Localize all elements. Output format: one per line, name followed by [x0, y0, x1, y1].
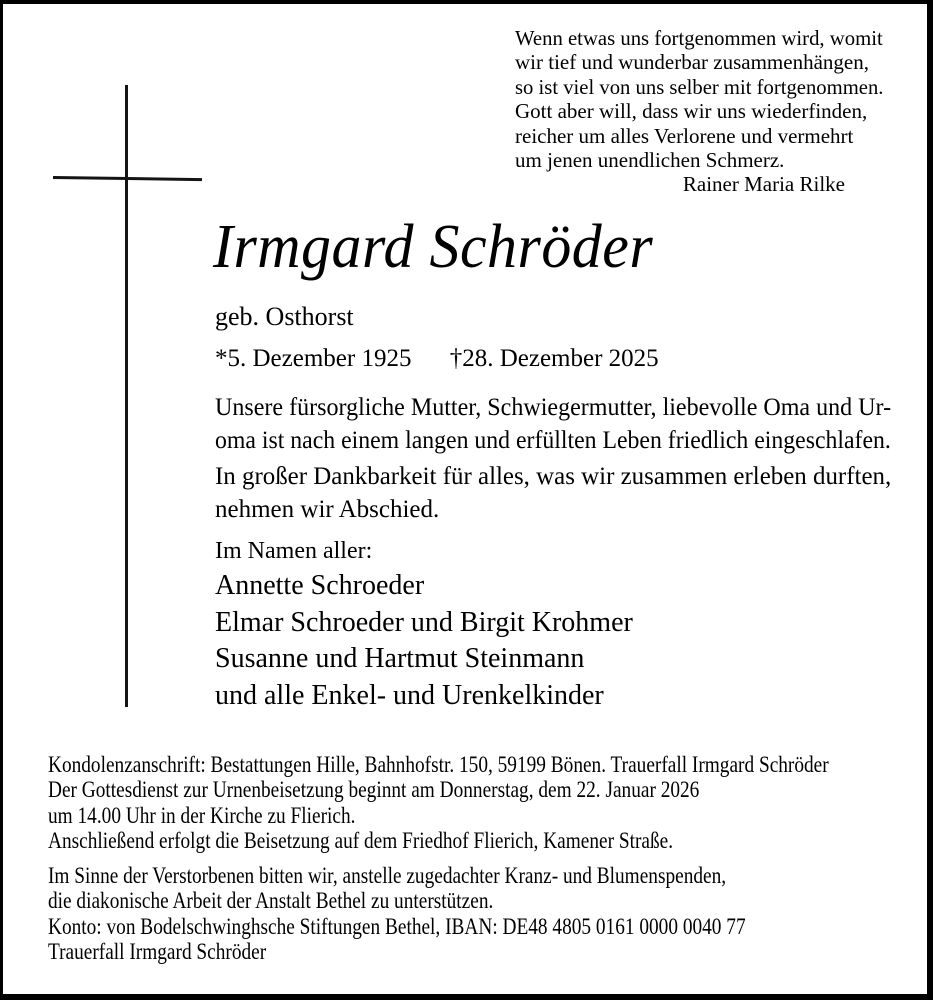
birth-date: *5. Dezember 1925 [215, 345, 412, 372]
poem-line: Wenn etwas uns fortgenommen wird, womit [515, 26, 883, 50]
poem-line: um jenen unendlichen Schmerz. [515, 148, 785, 173]
mourners-list [215, 535, 891, 714]
paragraph-line: nehmen wir Abschied. [215, 495, 440, 523]
deceased-name: Irmgard Schröder [213, 213, 654, 281]
life-dates [215, 345, 659, 373]
mourner-name: Susanne und Hartmut Steinmann [215, 643, 585, 675]
poem [515, 26, 883, 197]
footer-line: Der Gottesdienst zur Urnenbeisetzung beginnt am Donnerstag, dem 22. Januar 2026 [48, 777, 700, 803]
footer-line: Anschließend erfolgt die Beisetzung auf dem Friedhof Flierich, Kamener Straße. [48, 827, 674, 853]
donation-info [48, 863, 896, 964]
mourner-name: Annette Schroeder [215, 570, 425, 601]
paragraph-line: In großer Dankbarkeit für alles, was wir zusammen erleben durften, [215, 463, 892, 490]
paragraph-line: Unsere fürsorgliche Mutter, Schwiegermutter, liebevolle Oma und Ur- [215, 394, 892, 421]
footer-line: Kondolenzanschrift: Bestattungen Hille, Bahnhofstr. 150, 59199 Bönen. Trauerfall Irmgard Schröder [48, 752, 829, 777]
maiden-name: geb. Osthorst [215, 302, 354, 331]
footer-line: Im Sinne der Verstorbenen bitten wir, anstelle zugedachter Kranz- und Blumenspenden, [48, 863, 727, 888]
mourner-name: Elmar Schroeder und Birgit Krohmer [215, 606, 633, 638]
mourner-name: und alle Enkel- und Urenkelkinder [215, 679, 604, 711]
poem-attribution: Rainer Maria Rilke [682, 172, 845, 197]
footer-line: die diakonische Arbeit der Anstalt Bethel zu unterstützen. [48, 888, 494, 914]
footer-line: Konto: von Bodelschwinghsche Stiftungen Bethel, IBAN: DE48 4805 0161 0000 0040 77 [48, 913, 746, 939]
poem-line: so ist viel von uns selber mit fortgenommen. [515, 74, 884, 99]
footer-line: um 14.00 Uhr in der Kirche zu Flierich. [48, 802, 356, 828]
announcement-paragraph [215, 392, 891, 457]
service-info [48, 752, 896, 853]
paragraph-line: oma ist nach einem langen und erfüllten Leben friedlich eingeschlafen. [215, 426, 891, 454]
footer-line: Trauerfall Irmgard Schröder [48, 938, 267, 964]
death-date: †28. Dezember 2025 [449, 345, 659, 372]
farewell-paragraph [215, 461, 891, 526]
poem-line: wir tief und wunderbar zusammenhängen, [515, 50, 869, 75]
mourners-intro: Im Namen aller: [215, 538, 373, 564]
poem-line: reicher um alles Verlorene und vermehrt [515, 123, 854, 148]
poem-line: Gott aber will, dass wir uns wiederfinden, [515, 99, 868, 124]
